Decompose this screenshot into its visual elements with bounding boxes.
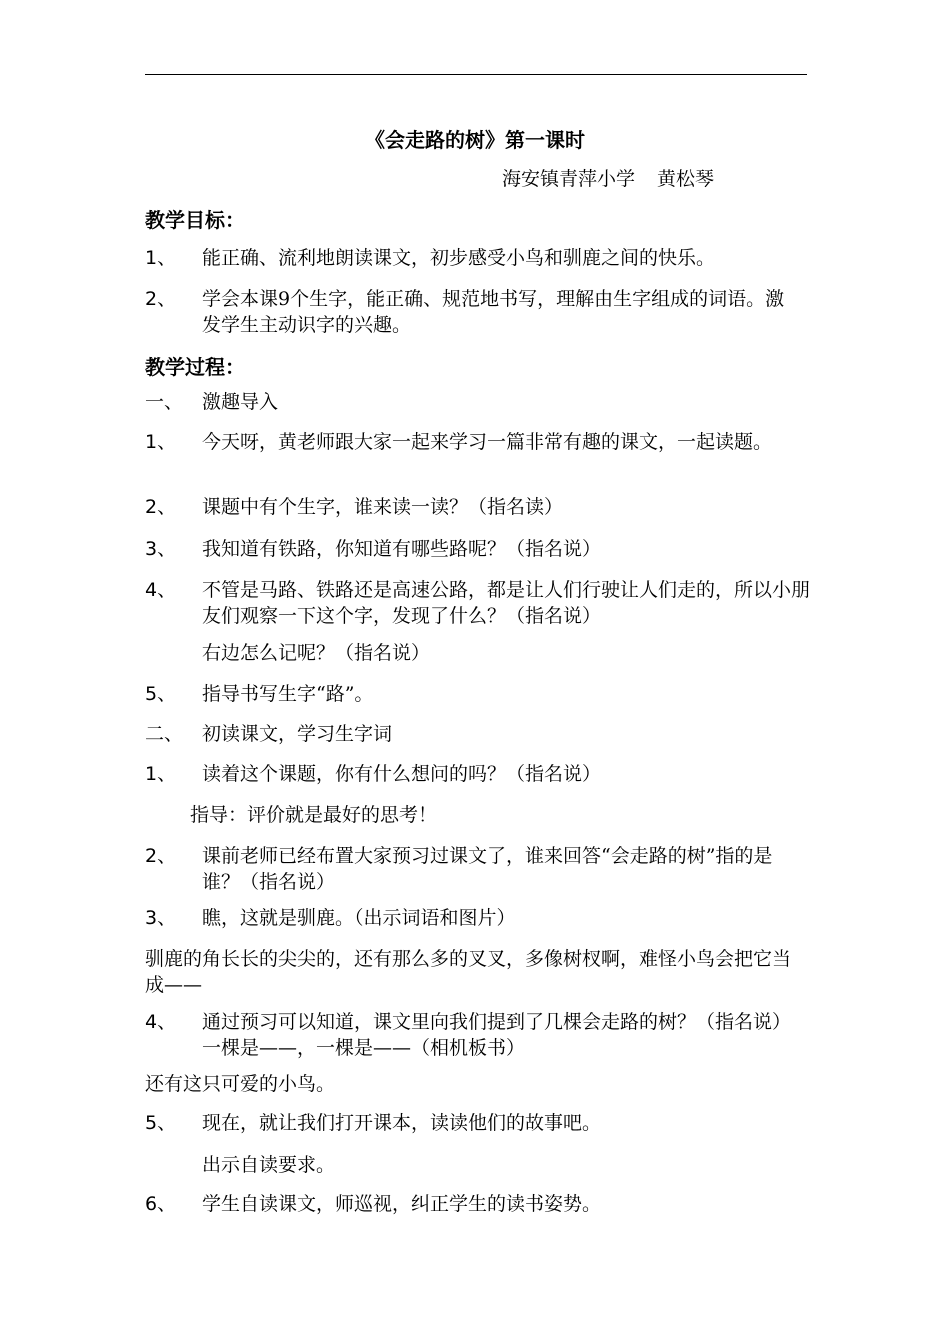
part-title: 激趣导入 <box>202 391 279 413</box>
list-item <box>145 681 825 707</box>
item-number: 2、 <box>145 845 177 867</box>
goal-item <box>145 286 795 338</box>
item-number: 5、 <box>145 1112 177 1134</box>
item-text: 读着这个课题，你有什么想问的吗？（指名说） <box>202 763 602 785</box>
list-item <box>145 577 825 629</box>
list-item <box>145 905 825 931</box>
item-note: 出示自读要求。 <box>202 1154 336 1176</box>
body-paragraph: 还有这只可爱的小鸟。 <box>145 1073 336 1095</box>
item-number: 5、 <box>145 683 177 705</box>
part-number: 二、 <box>145 723 184 745</box>
item-text: 不管是马路、铁路还是高速公路，都是让人们行驶让人们走的，所以小朋友们观察一下这个字，发现了什么？（指名说） <box>202 579 811 627</box>
list-item <box>145 429 810 455</box>
item-text: 学生自读课文，师巡视，纠正学生的读书姿势。 <box>202 1193 602 1215</box>
list-item <box>145 1110 825 1136</box>
item-text: 瞧，这就是驯鹿。（出示词语和图片） <box>202 907 516 929</box>
list-item <box>145 1191 825 1217</box>
item-number: 6、 <box>145 1193 177 1215</box>
header-rule <box>145 74 807 75</box>
goal-item <box>145 245 825 271</box>
part-heading <box>145 721 825 747</box>
item-text: 课题中有个生字，谁来读一读？（指名读） <box>202 496 564 518</box>
list-item <box>145 761 825 787</box>
document-title: 《会走路的树》第一课时 <box>365 128 585 152</box>
item-note: 右边怎么记呢？（指名说） <box>202 642 431 664</box>
goal-text: 能正确、流利地朗读课文，初步感受小鸟和驯鹿之间的快乐。 <box>202 247 716 269</box>
item-text: 我知道有铁路，你知道有哪些路呢？（指名说） <box>202 538 602 560</box>
author-name: 黄松琴 <box>657 168 715 190</box>
item-text: 今天呀，黄老师跟大家一起来学习一篇非常有趣的课文，一起读题。 <box>202 431 773 453</box>
part-number: 一、 <box>145 391 184 413</box>
list-item <box>145 1009 795 1061</box>
item-number: 3、 <box>145 907 177 929</box>
part-title: 初读课文，学习生字词 <box>202 723 393 745</box>
part-heading <box>145 389 825 415</box>
item-text: 通过预习可以知道，课文里向我们提到了几棵会走路的树？（指名说）一棵是——，一棵是——（相机板书） <box>202 1011 792 1059</box>
item-number: 1、 <box>145 763 177 785</box>
item-number: 4、 <box>145 1011 177 1033</box>
item-note: 指导：评价就是最好的思考！ <box>190 804 438 826</box>
goal-number: 1、 <box>145 247 177 269</box>
item-text: 课前老师已经布置大家预习过课文了，谁来回答“会走路的树”指的是谁？（指名说） <box>202 845 773 893</box>
goals-heading: 教学目标： <box>145 208 245 232</box>
item-number: 4、 <box>145 579 177 601</box>
author-school: 海安镇青萍小学 <box>502 168 636 190</box>
list-item <box>145 536 825 562</box>
body-paragraph: 驯鹿的角长长的尖尖的，还有那么多的叉叉，多像树杈啊，难怪小鸟会把它当成—— <box>145 948 792 996</box>
list-item <box>145 494 825 520</box>
author-line <box>502 164 714 191</box>
item-text: 现在，就让我们打开课本，读读他们的故事吧。 <box>202 1112 602 1134</box>
item-number: 2、 <box>145 496 177 518</box>
item-text: 指导书写生字“路”。 <box>202 683 374 705</box>
goal-text: 学会本课9个生字，能正确、规范地书写，理解由生字组成的词语。激发学生主动识字的兴趣。 <box>202 288 785 336</box>
goal-number: 2、 <box>145 288 177 310</box>
item-number: 1、 <box>145 431 177 453</box>
item-number: 3、 <box>145 538 177 560</box>
process-heading: 教学过程： <box>145 355 245 379</box>
list-item <box>145 843 790 895</box>
